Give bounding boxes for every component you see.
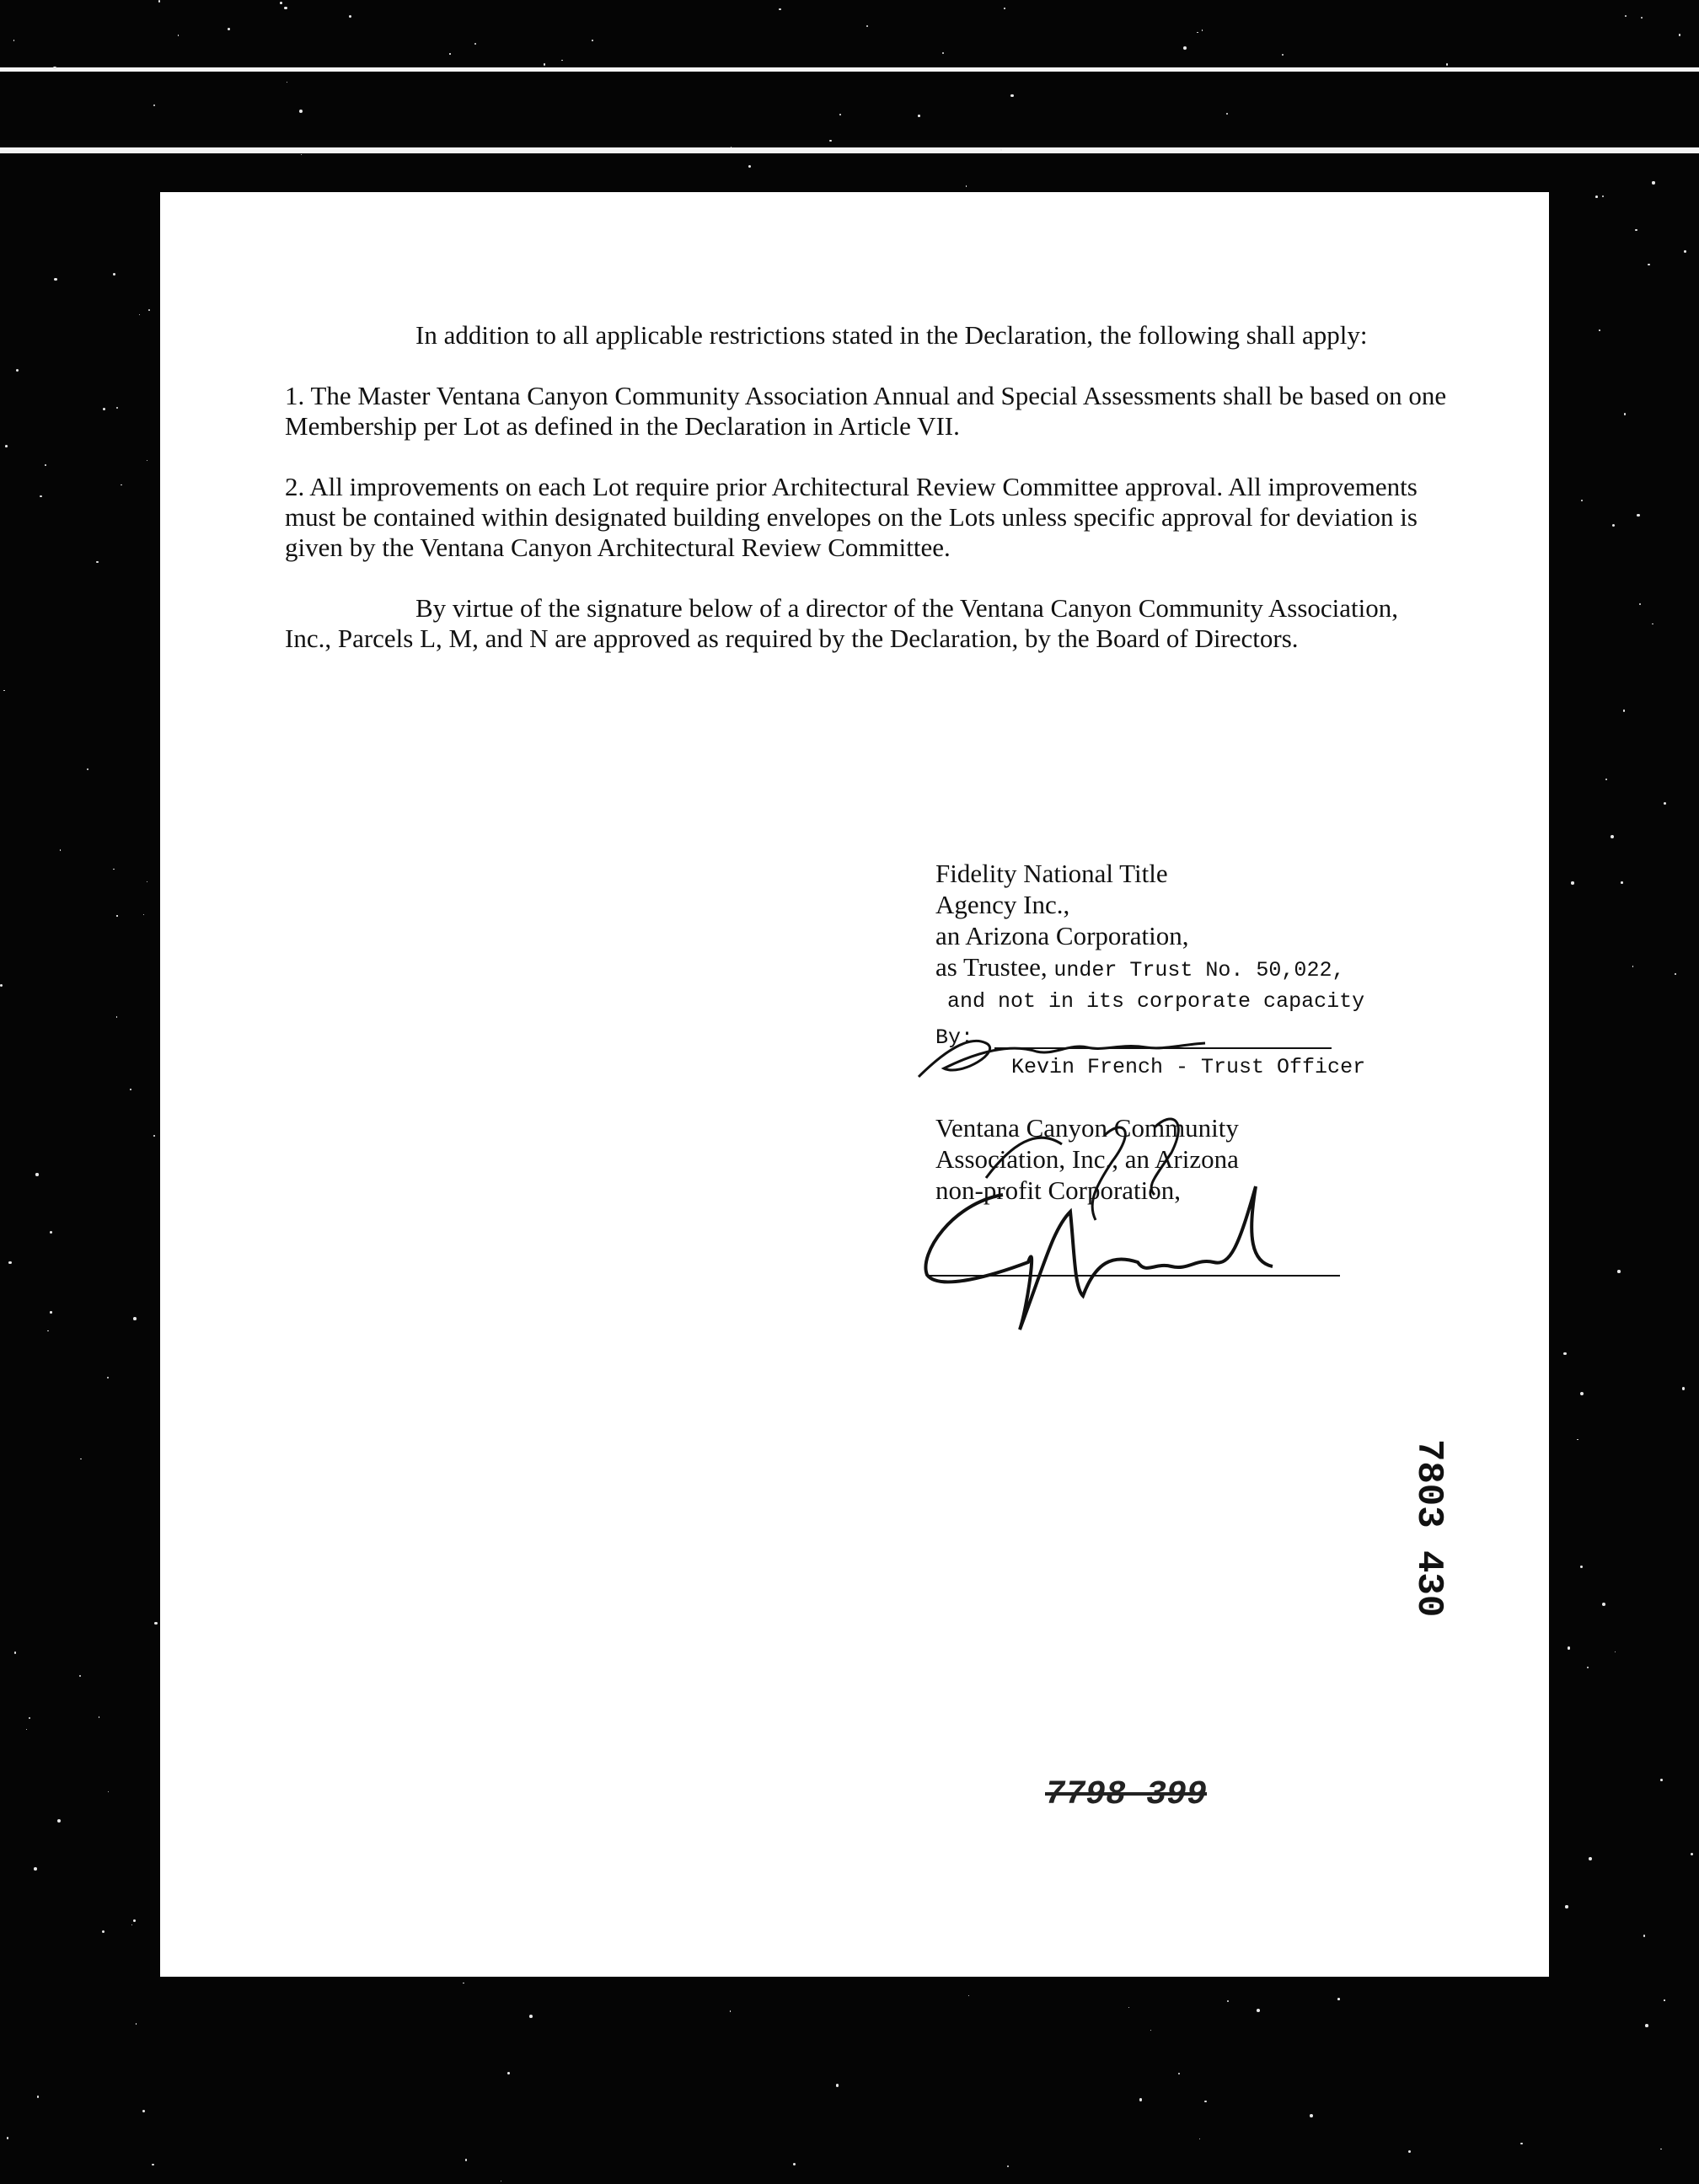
- noise-speck: [465, 2159, 467, 2160]
- noise-speck: [839, 114, 841, 115]
- noise-speck: [1520, 2143, 1522, 2144]
- noise-speck: [1226, 113, 1228, 115]
- noise-speck: [108, 1791, 110, 1793]
- noise-speck: [148, 309, 150, 311]
- noise-speck: [139, 314, 140, 315]
- noise-speck: [153, 104, 155, 106]
- noise-speck: [1664, 802, 1666, 805]
- noise-speck: [47, 1330, 48, 1331]
- noise-speck: [136, 2023, 137, 2025]
- noise-speck: [7, 2137, 9, 2139]
- noise-speck: [1007, 2165, 1009, 2167]
- noise-speck: [158, 0, 160, 2]
- document-body: [285, 320, 1448, 684]
- noise-speck: [178, 35, 180, 36]
- trustee-line-2: Agency Inc.,: [935, 890, 1070, 919]
- by-label: By:: [935, 1025, 974, 1050]
- noise-speck: [793, 2163, 796, 2165]
- noise-speck: [836, 2084, 839, 2087]
- noise-speck: [1605, 779, 1607, 780]
- trustee-line-4: [935, 951, 1365, 986]
- noise-speck: [507, 2072, 510, 2074]
- noise-speck: [829, 140, 831, 142]
- noise-speck: [60, 849, 62, 851]
- noise-speck: [1000, 149, 1002, 151]
- noise-speck: [968, 1995, 969, 1996]
- noise-speck: [1139, 2098, 1143, 2101]
- noise-speck: [299, 110, 303, 113]
- noise-speck: [152, 2164, 153, 2165]
- noise-speck: [592, 40, 593, 41]
- noise-speck: [99, 1716, 100, 1718]
- intro-paragraph: In addition to all applicable restrictions stated in the Declaration, the following shall apply:: [415, 320, 1368, 350]
- noise-speck: [143, 914, 144, 915]
- noise-speck: [14, 1651, 16, 1653]
- docket-stamp-vertical: 7803 430: [1407, 1439, 1450, 1618]
- noise-speck: [966, 185, 967, 186]
- noise-speck: [0, 984, 3, 987]
- noise-speck: [1599, 329, 1600, 331]
- noise-speck: [1128, 2007, 1129, 2008]
- noise-speck: [40, 495, 42, 498]
- noise-speck: [116, 1016, 117, 1017]
- noise-speck: [1645, 2024, 1648, 2027]
- noise-speck: [96, 561, 98, 563]
- noise-speck: [942, 52, 944, 54]
- association-signature: [902, 1094, 1323, 1338]
- docket-stamp-bottom: 7798 399: [1045, 1776, 1208, 1814]
- trustee-capacity: and not in its corporate capacity: [947, 989, 1365, 1014]
- noise-speck: [50, 1231, 52, 1234]
- noise-speck: [103, 408, 106, 411]
- association-line-2: Association, Inc., an Arizona: [935, 1144, 1239, 1174]
- noise-speck: [142, 2110, 145, 2112]
- noise-speck: [1684, 250, 1686, 252]
- noise-speck: [113, 869, 115, 870]
- noise-speck: [730, 2010, 732, 2012]
- noise-speck: [37, 2096, 40, 2098]
- noise-speck: [1282, 54, 1284, 56]
- noise-speck: [1577, 1439, 1578, 1440]
- noise-speck: [16, 369, 19, 372]
- noise-speck: [1565, 1905, 1568, 1908]
- noise-speck: [5, 445, 8, 447]
- noise-speck: [80, 1459, 82, 1460]
- noise-speck: [1682, 1387, 1685, 1389]
- noise-speck: [1204, 2101, 1207, 2103]
- scan-border-line: [0, 147, 1699, 153]
- noise-speck: [1625, 15, 1627, 17]
- noise-speck: [349, 15, 351, 18]
- noise-speck: [35, 1173, 38, 1175]
- noise-speck: [54, 278, 56, 281]
- trust-number: under Trust No. 50,022,: [1053, 958, 1345, 982]
- noise-speck: [1643, 1935, 1645, 1936]
- noise-speck: [544, 63, 545, 65]
- noise-speck: [34, 1867, 37, 1871]
- scan-border-line: [0, 67, 1699, 72]
- noise-speck: [3, 690, 5, 692]
- noise-speck: [107, 1377, 109, 1378]
- noise-speck: [79, 1675, 81, 1677]
- noise-speck: [1652, 181, 1654, 184]
- noise-speck: [1617, 1270, 1621, 1273]
- approval-paragraph: By virtue of the signature below of a director of the Ventana Canyon Community Association, Inc., Parcels L, M, and N are approved as required by the Declaration, by the Board of Directors.: [285, 593, 1398, 653]
- noise-speck: [1635, 229, 1637, 231]
- noise-speck: [1563, 1352, 1566, 1355]
- noise-speck: [1602, 1603, 1605, 1606]
- noise-speck: [280, 2, 282, 4]
- noise-speck: [116, 407, 118, 409]
- noise-speck: [1648, 264, 1649, 265]
- noise-speck: [1623, 709, 1625, 711]
- trustee-line-1: Fidelity National Title: [935, 859, 1168, 888]
- noise-speck: [130, 1089, 131, 1090]
- noise-speck: [463, 1983, 464, 1984]
- noise-speck: [13, 40, 15, 41]
- noise-speck: [1337, 1998, 1340, 2000]
- noise-speck: [284, 7, 287, 10]
- noise-speck: [1611, 835, 1614, 838]
- noise-speck: [1183, 46, 1187, 50]
- noise-speck: [1446, 63, 1449, 66]
- noise-speck: [1675, 973, 1676, 975]
- document-page: [160, 192, 1549, 1977]
- noise-speck: [29, 1717, 30, 1719]
- noise-speck: [1580, 1566, 1583, 1568]
- noise-speck: [1660, 2149, 1662, 2150]
- noise-speck: [154, 1622, 157, 1625]
- noise-speck: [1615, 1651, 1616, 1652]
- noise-speck: [53, 67, 56, 70]
- noise-speck: [1612, 524, 1615, 527]
- noise-speck: [866, 25, 868, 27]
- noise-speck: [1660, 1779, 1663, 1781]
- noise-speck: [529, 2015, 533, 2018]
- noise-speck: [1595, 195, 1598, 198]
- noise-speck: [1310, 2114, 1313, 2117]
- noise-speck: [1199, 2138, 1200, 2139]
- noise-speck: [1408, 2150, 1411, 2153]
- restriction-item-2: 2. All improvements on each Lot require prior Architectural Review Committee approval. All improvements must be contained within designated building envelopes on the Lots unless specific approval for deviation is given by the Ventana Canyon Architectural Review Committee.: [285, 472, 1418, 562]
- noise-speck: [228, 28, 230, 30]
- noise-speck: [87, 768, 88, 770]
- noise-speck: [1580, 1392, 1584, 1395]
- noise-speck: [1602, 195, 1604, 197]
- noise-speck: [1641, 17, 1643, 19]
- noise-speck: [1632, 966, 1634, 967]
- trustee-signature: [910, 1018, 1214, 1094]
- noise-speck: [1257, 2009, 1260, 2012]
- noise-speck: [1197, 32, 1198, 33]
- noise-speck: [133, 1317, 137, 1320]
- noise-speck: [1581, 500, 1583, 501]
- noise-speck: [1624, 413, 1626, 415]
- noise-speck: [8, 1261, 11, 1264]
- noise-speck: [57, 1819, 61, 1823]
- trustee-role: as Trustee,: [935, 952, 1048, 982]
- noise-speck: [1589, 1857, 1592, 1860]
- noise-speck: [1568, 1646, 1571, 1650]
- noise-speck: [131, 1924, 132, 1925]
- noise-speck: [1150, 2030, 1152, 2031]
- noise-speck: [1571, 881, 1573, 884]
- noise-speck: [1178, 2073, 1180, 2074]
- noise-speck: [102, 1930, 105, 1933]
- noise-speck: [1202, 29, 1203, 31]
- noise-speck: [301, 154, 302, 155]
- association-line-1: Ventana Canyon Community: [935, 1113, 1239, 1143]
- noise-speck: [45, 464, 46, 466]
- noise-speck: [1010, 94, 1013, 97]
- noise-speck: [1004, 8, 1005, 9]
- trust-officer-name: Kevin French - Trust Officer: [1011, 1055, 1366, 1079]
- association-line-3: non-profit Corporation,: [935, 1175, 1182, 1205]
- noise-speck: [133, 1919, 136, 1922]
- noise-speck: [50, 1311, 51, 1313]
- noise-speck: [153, 1135, 155, 1137]
- noise-speck: [748, 165, 752, 169]
- noise-speck: [113, 273, 115, 276]
- noise-speck: [1691, 1853, 1693, 1855]
- noise-speck: [449, 53, 450, 54]
- noise-speck: [116, 915, 117, 916]
- noise-speck: [474, 43, 476, 45]
- noise-speck: [779, 8, 781, 11]
- noise-speck: [1227, 2000, 1229, 2002]
- noise-speck: [918, 115, 919, 116]
- noise-speck: [26, 1729, 27, 1730]
- noise-speck: [1639, 603, 1641, 605]
- noise-speck: [1679, 34, 1680, 35]
- noise-speck: [1637, 514, 1640, 517]
- trustee-line-3: an Arizona Corporation,: [935, 921, 1189, 950]
- noise-speck: [1621, 881, 1623, 884]
- noise-speck: [1587, 1667, 1589, 1668]
- restriction-item-1: 1. The Master Ventana Canyon Community Association Annual and Special Assessments shall be based on one Membership per Lot as defined in the Declaration in Article VII.: [285, 381, 1447, 441]
- noise-speck: [561, 60, 562, 61]
